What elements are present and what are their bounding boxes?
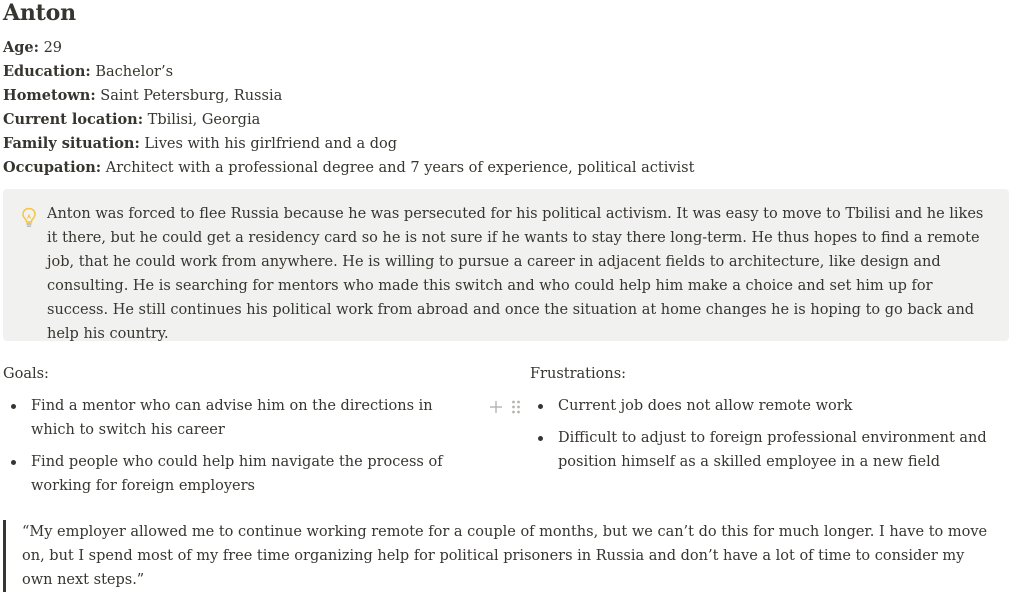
block-handle[interactable] <box>488 398 524 416</box>
property-education <box>3 60 694 84</box>
callout-text[interactable]: Anton was forced to flee Russia because he was persecuted for his political activism. It was easy to move to Tbilisi and he likes it there, but he could get a residency card so he is not sure if he wants to stay there long-term. He thus hopes to find a remote job, that he could work from anywhere. He is willing to pursue a career in adjacent fields to architecture, like design and consulting. He is searching for mentors who made this switch and who could help him make a choice and set him up for success. He still continues his political work from abroad and once the situation at home changes he is hoping to go back and help his country. <box>47 206 984 342</box>
property-current-location <box>3 108 694 132</box>
property-hometown <box>3 84 694 108</box>
add-block-icon[interactable] <box>488 398 504 416</box>
quote-text[interactable]: “My employer allowed me to continue working remote for a couple of months, but we can’t do this for much longer. I have to move on, but I spend most of my free time organizing help for political prisoners in Russia and don’t have a lot of time to consider my own next steps.” <box>22 524 988 588</box>
list-item-text: Difficult to adjust to foreign professional environment and position himself as a skilled employee in a new field <box>558 430 987 470</box>
property-key: Current location: <box>3 111 144 128</box>
bullet-icon <box>11 404 16 409</box>
property-key: Family situation: <box>3 135 140 152</box>
lightbulb-icon[interactable] <box>21 207 37 229</box>
list-item-text: Current job does not allow remote work <box>558 398 853 414</box>
property-value: Lives with his girlfriend and a dog <box>144 136 398 152</box>
frustrations-column <box>530 362 1000 482</box>
property-key: Occupation: <box>3 159 102 176</box>
list-item[interactable] <box>530 394 1000 418</box>
drag-handle-icon[interactable] <box>510 398 522 416</box>
persona-properties <box>3 36 694 180</box>
bullet-icon <box>538 436 543 441</box>
quote-block[interactable] <box>3 520 988 592</box>
property-key: Education: <box>3 63 91 80</box>
property-value: Architect with a professional degree and 7 years of experience, political activist <box>105 160 695 176</box>
page-title: Anton <box>3 0 76 26</box>
goals-list <box>3 394 473 498</box>
callout-block[interactable] <box>3 189 1009 341</box>
property-value: Tbilisi, Georgia <box>147 112 261 128</box>
frustrations-title: Frustrations: <box>530 366 627 382</box>
frustrations-list <box>530 394 1000 474</box>
property-value: 29 <box>43 40 63 56</box>
property-value: Bachelor’s <box>95 64 174 80</box>
property-key: Age: <box>3 39 39 56</box>
list-item-text: Find people who could help him navigate the process of working for foreign employers <box>31 454 443 494</box>
list-item-text: Find a mentor who can advise him on the directions in which to switch his career <box>31 398 433 438</box>
list-item[interactable] <box>3 450 473 498</box>
list-item[interactable] <box>3 394 473 442</box>
property-key: Hometown: <box>3 87 96 104</box>
bullet-icon <box>11 460 16 465</box>
property-value: Saint Petersburg, Russia <box>100 88 283 104</box>
property-occupation <box>3 156 694 180</box>
property-age <box>3 36 694 60</box>
bullet-icon <box>538 404 543 409</box>
list-item[interactable] <box>530 426 1000 474</box>
property-family-situation <box>3 132 694 156</box>
goals-title: Goals: <box>3 366 49 382</box>
goals-column <box>3 362 473 506</box>
